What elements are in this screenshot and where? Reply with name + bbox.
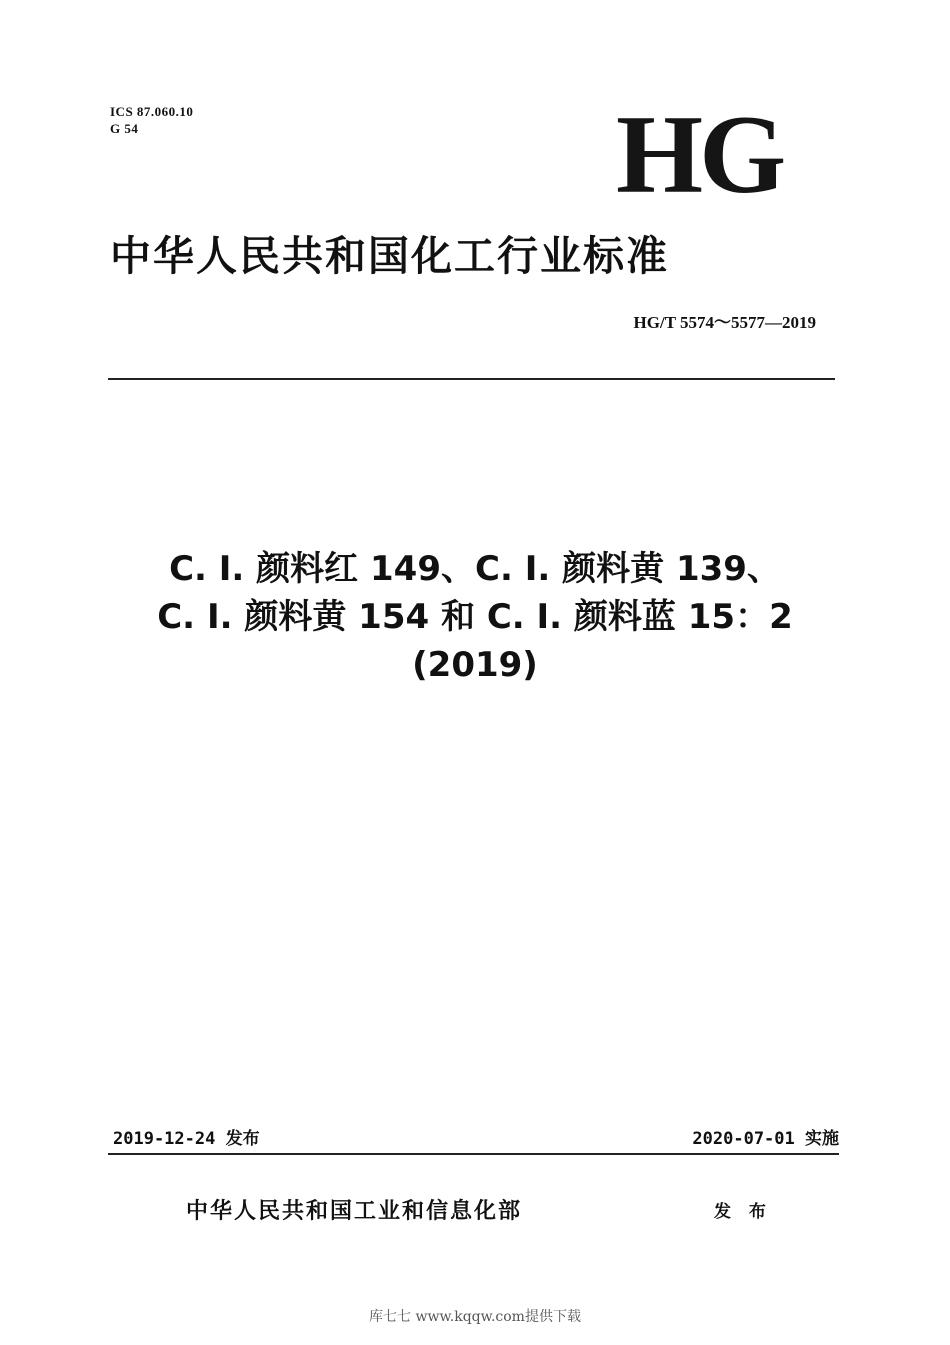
- title-line-3: (2019): [412, 645, 538, 685]
- classification-codes: [110, 103, 193, 137]
- title-line-2: C. I. 颜料黄 154 和 C. I. 颜料蓝 15：2: [157, 597, 793, 637]
- download-watermark: 库七七 www.kqqw.com提供下载: [369, 1309, 581, 1325]
- title-line-1: C. I. 颜料红 149、C. I. 颜料黄 139、: [169, 549, 781, 589]
- document-title: [60, 545, 890, 689]
- publish-label: 发 布: [714, 1202, 772, 1222]
- category-code: G 54: [110, 121, 139, 136]
- top-divider: [108, 378, 835, 380]
- standard-org-title: 中华人民共和国化工行业标准: [110, 232, 669, 280]
- standard-number: HG/T 5574～5577—2019: [633, 313, 816, 332]
- issue-date: 2019-12-24 发布: [113, 1129, 260, 1149]
- bottom-divider: [108, 1153, 839, 1155]
- ics-code: ICS 87.060.10: [110, 104, 194, 119]
- implementation-date: 2020-07-01 实施: [692, 1129, 839, 1149]
- publisher-name: 中华人民共和国工业和信息化部: [186, 1199, 523, 1224]
- hg-logo: HG: [616, 93, 783, 217]
